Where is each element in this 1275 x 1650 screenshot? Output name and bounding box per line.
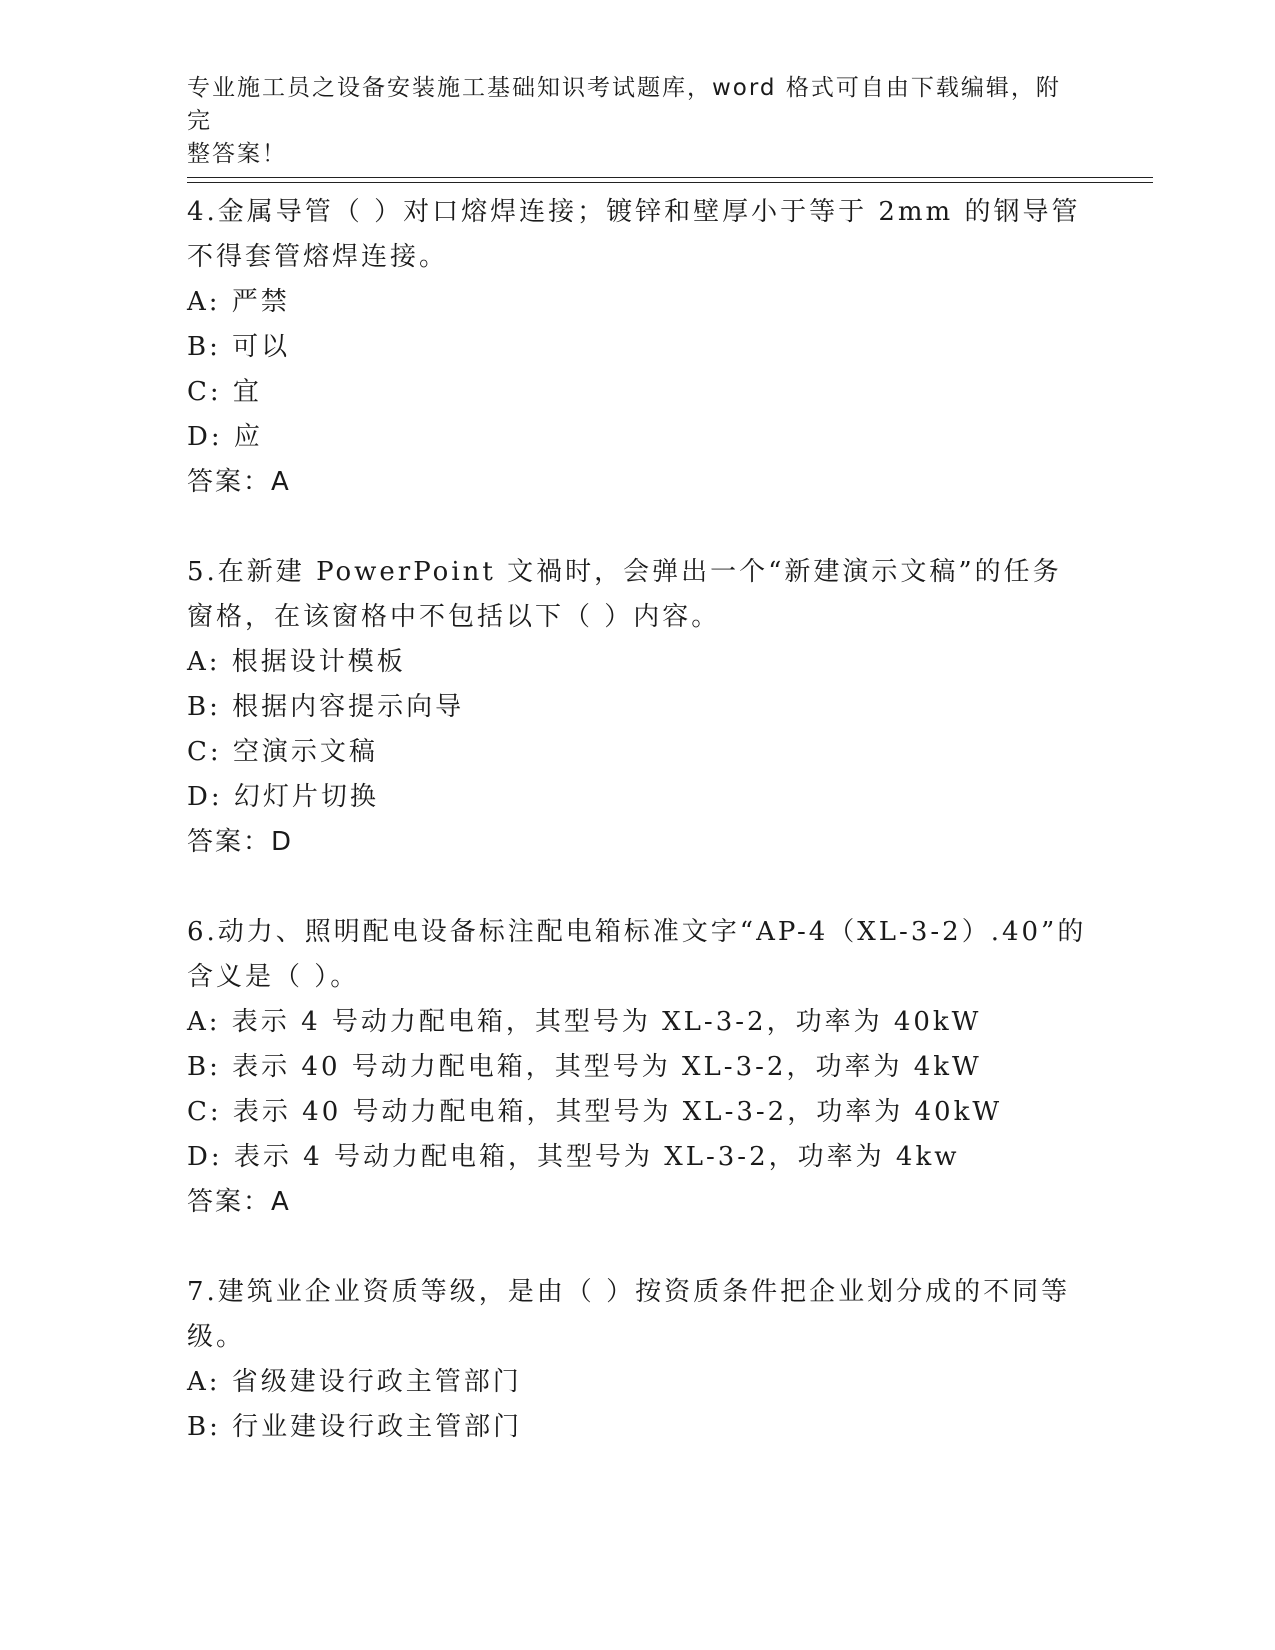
option-c: C: 表示 40 号动力配电箱，其型号为 XL-3-2，功率为 40kW <box>187 1097 1003 1127</box>
option-a: A: 表示 4 号动力配电箱，其型号为 XL-3-2，功率为 40kW <box>187 1007 982 1037</box>
option-a: A: 省级建设行政主管部门 <box>187 1367 522 1397</box>
question-stem: 4.金属导管（ ）对口熔焊连接；镀锌和壁厚小于等于 2mm 的钢导管不得套管熔焊连接。 <box>187 197 1081 272</box>
question-7 <box>187 1270 1087 1450</box>
option-d: D: 表示 4 号动力配电箱，其型号为 XL-3-2，功率为 4kw <box>187 1142 960 1172</box>
option-d: D: 幻灯片切换 <box>187 782 379 812</box>
option-a: A: 根据设计模板 <box>187 647 406 677</box>
question-stem: 5.在新建 PowerPoint 文禍时，会弹出一个“新建演示文稿”的任务窗格，在该窗格中不包括以下（ ）内容。 <box>187 557 1062 632</box>
question-stem: 6.动力、照明配电设备标注配电箱标准文字“AP-4（XL-3-2）.40”的含义是（ ）。 <box>187 917 1087 992</box>
option-c: C: 宜 <box>187 377 262 407</box>
option-b: B: 根据内容提示向导 <box>187 692 465 722</box>
option-c: C: 空演示文稿 <box>187 737 378 767</box>
answer: 答案：A <box>187 467 291 497</box>
answer: 答案：A <box>187 1187 291 1217</box>
answer: 答案：D <box>187 827 294 857</box>
header-divider-top <box>187 177 1153 178</box>
header-divider-bottom <box>187 182 1153 183</box>
option-d: D: 应 <box>187 422 263 452</box>
question-5 <box>187 550 1087 865</box>
option-b: B: 行业建设行政主管部门 <box>187 1412 523 1442</box>
option-b: B: 可以 <box>187 332 291 362</box>
header-line-1: 专业施工员之设备安装施工基础知识考试题库，word 格式可自由下载编辑，附完 <box>187 75 1061 134</box>
document-header <box>187 72 1067 171</box>
question-4 <box>187 190 1087 505</box>
question-stem: 7.建筑业企业资质等级，是由（ ）按资质条件把企业划分成的不同等级。 <box>187 1277 1071 1352</box>
option-b: B: 表示 40 号动力配电箱，其型号为 XL-3-2，功率为 4kW <box>187 1052 982 1082</box>
option-a: A: 严禁 <box>187 287 290 317</box>
question-6 <box>187 910 1087 1225</box>
header-line-2: 整答案！ <box>187 141 287 167</box>
